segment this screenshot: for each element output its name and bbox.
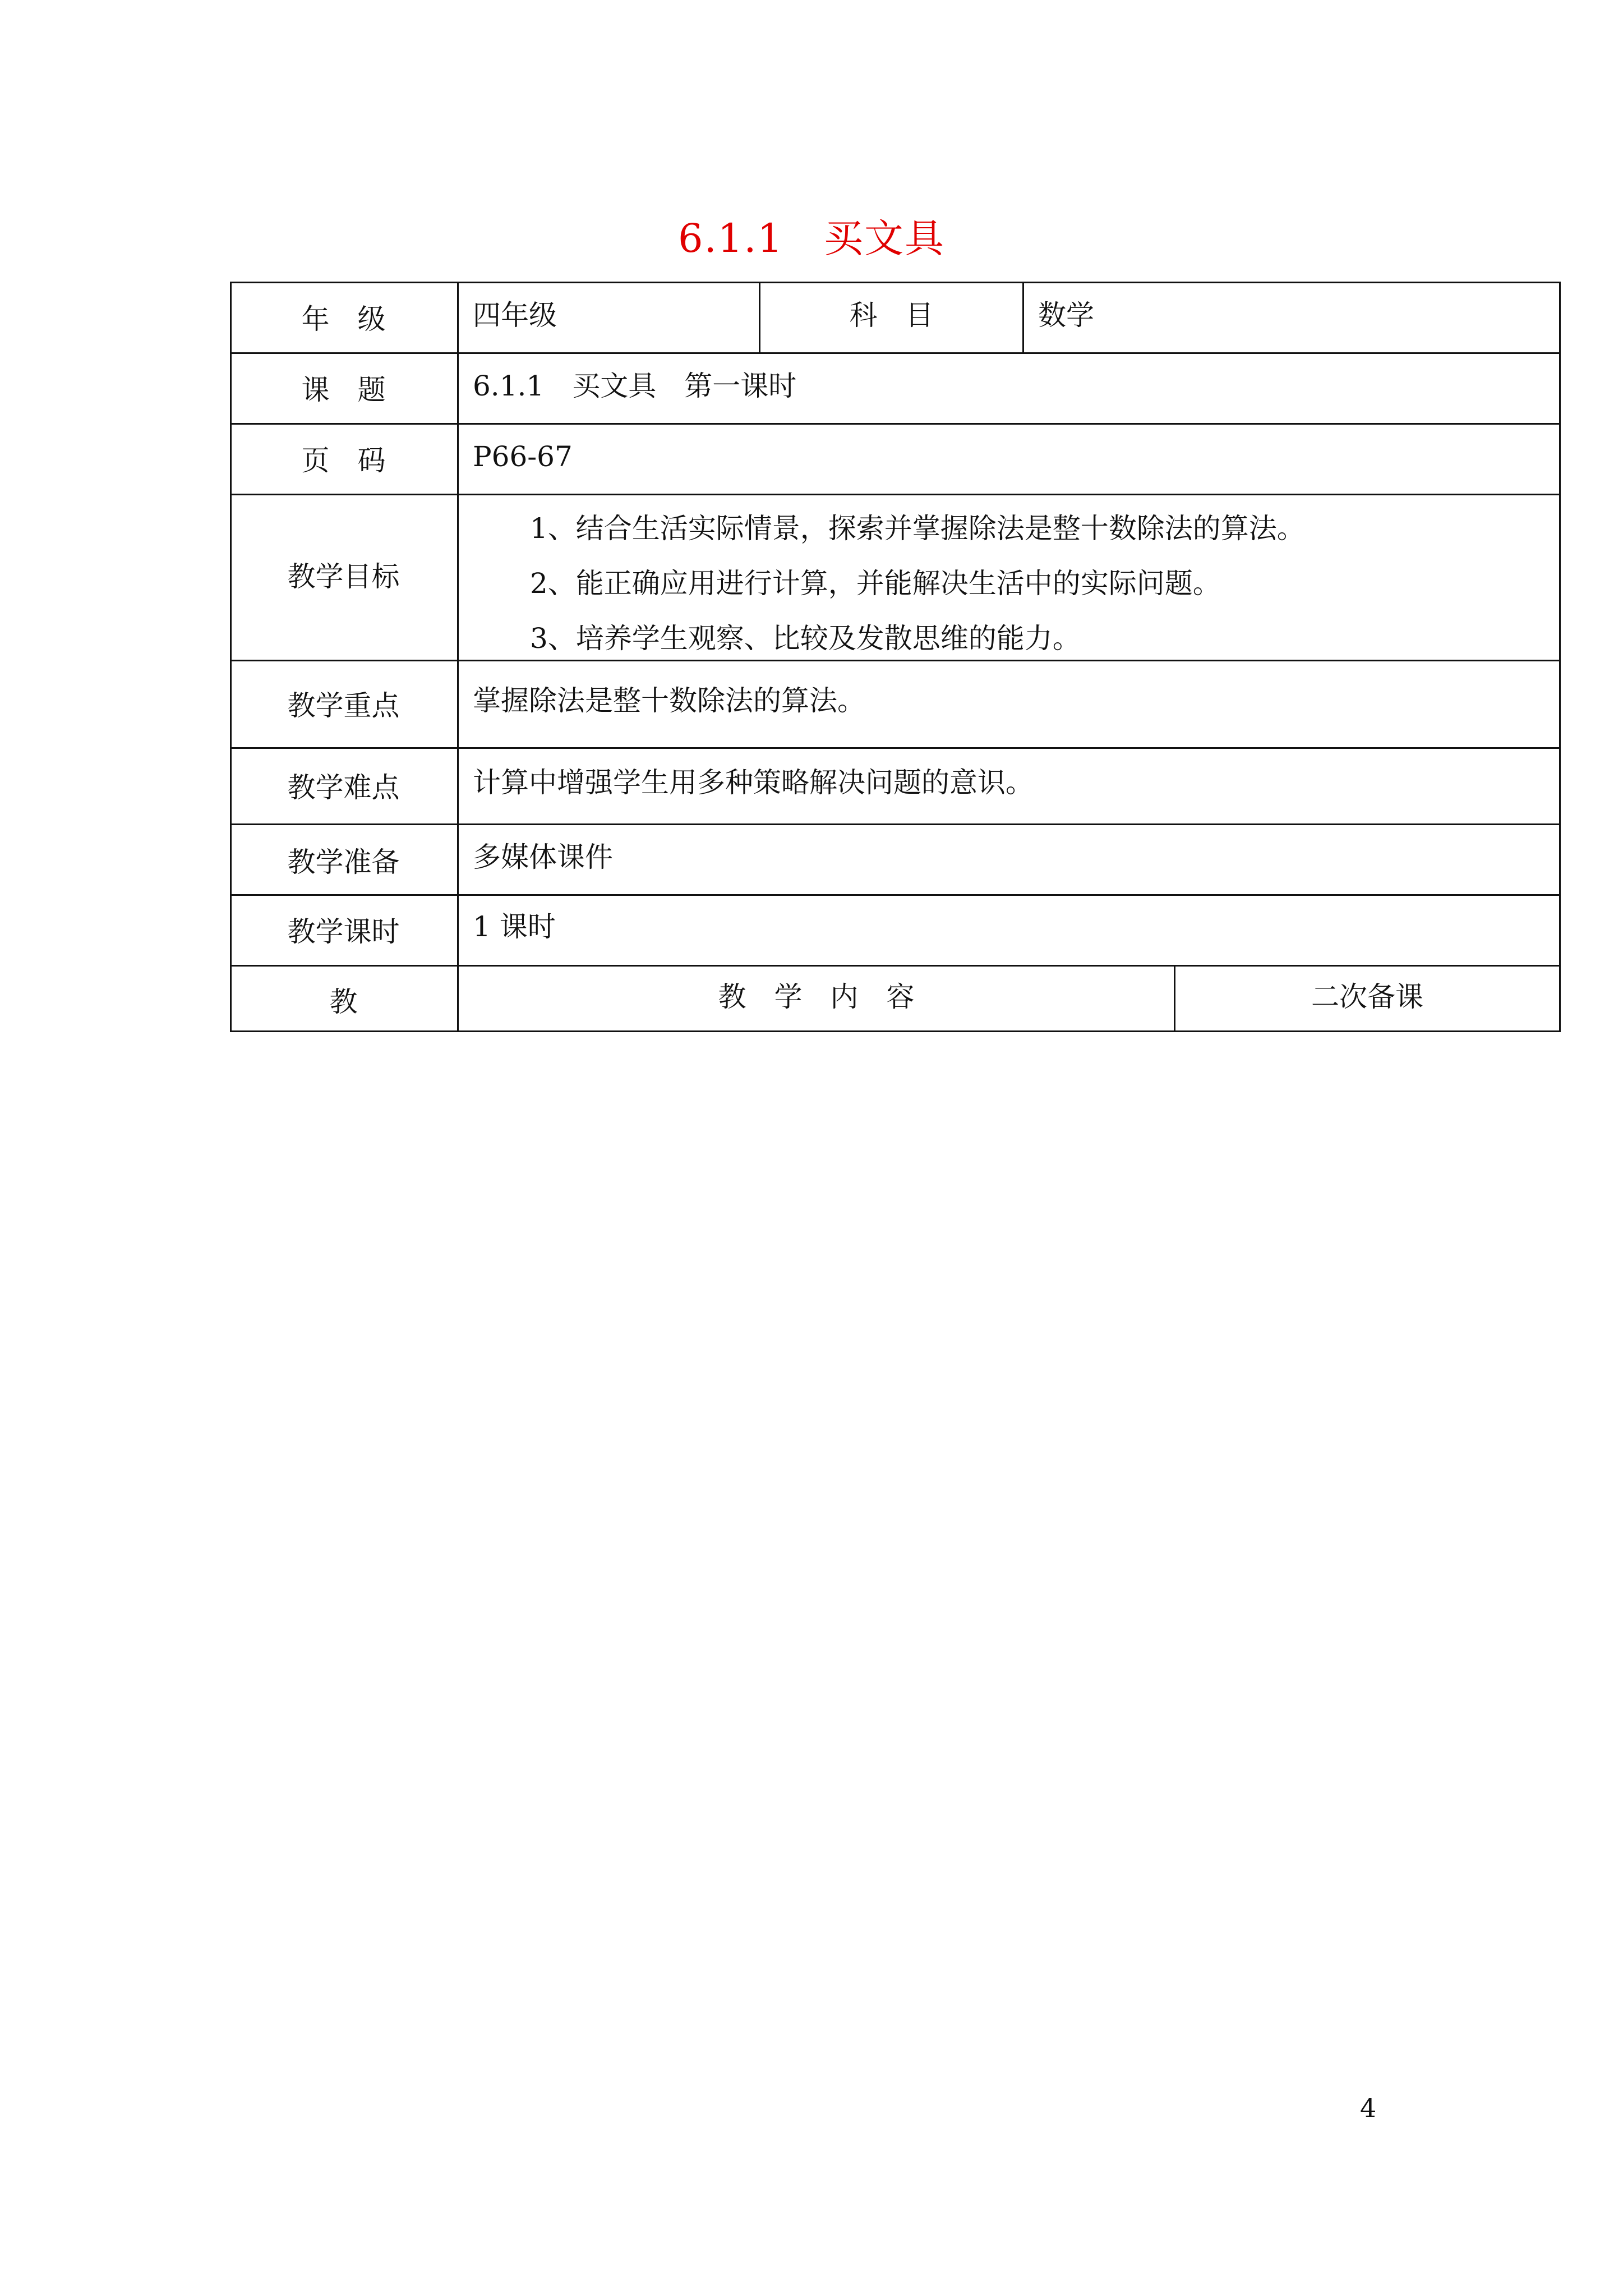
- table-rule: [230, 423, 1561, 425]
- goal-item: 2、能正确应用进行计算，并能解决生活中的实际问题。: [530, 567, 1221, 600]
- grade-label: 年 级: [301, 303, 386, 335]
- key-point-value: 掌握除法是整十数除法的算法。: [473, 684, 865, 717]
- grade-value: 四年级: [473, 299, 557, 332]
- table-rule: [230, 823, 1561, 825]
- difficulty-value: 计算中增强学生用多种策略解决问题的意识。: [473, 766, 1034, 799]
- table-rule: [1022, 282, 1024, 352]
- goal-item: 1、结合生活实际情景，探索并掌握除法是整十数除法的算法。: [530, 512, 1305, 545]
- table-rule: [230, 352, 1561, 354]
- hours-value: 1 课时: [473, 910, 556, 943]
- pages-value: P66-67: [473, 440, 573, 473]
- difficulty-label: 教学难点: [287, 771, 400, 804]
- page-number: 4: [1360, 2093, 1377, 2123]
- goal-item: 3、培养学生观察、比较及发散思维的能力。: [530, 622, 1081, 655]
- document-title: 6.1.1 买文具: [677, 215, 946, 261]
- topic-label: 课 题: [301, 374, 386, 406]
- table-rule: [230, 747, 1561, 749]
- table-rule: [230, 894, 1561, 896]
- preparation-value: 多媒体课件: [473, 841, 613, 873]
- hours-label: 教学课时: [287, 915, 400, 948]
- lesson-plan-table: [230, 282, 1561, 1032]
- preparation-label: 教学准备: [287, 846, 400, 878]
- table-rule: [230, 282, 1561, 283]
- key-point-label: 教学重点: [287, 689, 400, 722]
- goals-label: 教学目标: [287, 560, 400, 593]
- bottom-row-col3: 二次备课: [1311, 981, 1423, 1013]
- table-rule: [230, 965, 1561, 967]
- table-rule: [230, 660, 1561, 661]
- topic-value: 6.1.1 买文具 第一课时: [473, 370, 797, 402]
- table-rule: [230, 494, 1561, 495]
- subject-label: 科 目: [849, 299, 934, 332]
- bottom-row-col2: 教 学 内 容: [718, 981, 915, 1013]
- table-rule: [457, 282, 459, 1032]
- bottom-row-col1: 教: [329, 986, 358, 1018]
- table-rule: [230, 1030, 1561, 1032]
- table-rule: [1559, 282, 1561, 1032]
- subject-value: 数学: [1038, 299, 1094, 332]
- pages-label: 页 码: [301, 444, 386, 477]
